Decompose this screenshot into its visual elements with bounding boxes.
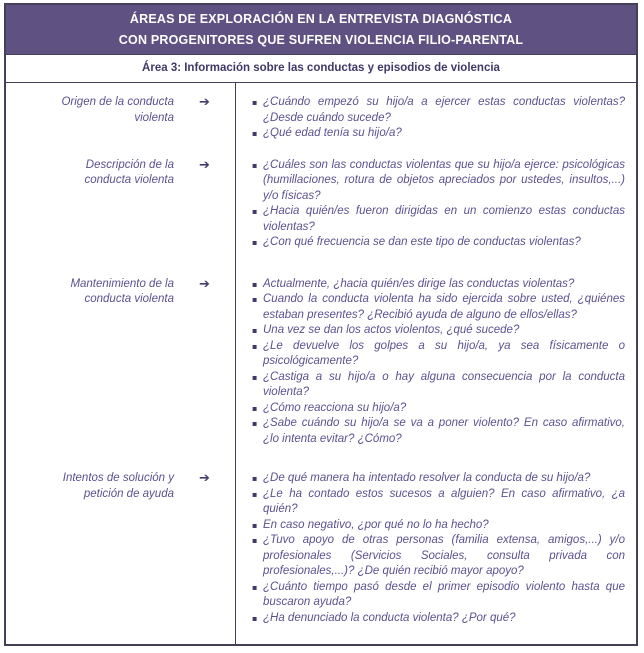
question-text: ¿Sabe cuándo su hijo/a se va a poner violento? En caso afirmativo, ¿lo intenta evitar? ¿Cómo? — [263, 417, 625, 445]
question-text: ¿Ha denunciado la conducta violenta? ¿Por qué? — [263, 611, 516, 624]
question-item — [252, 235, 625, 251]
question-text: ¿Cuándo empezó su hijo/a a ejercer estas conductas violentas? ¿Desde cuándo sucede? — [263, 96, 625, 124]
question-item — [252, 416, 625, 447]
square-bullet-icon: ▪ — [252, 341, 258, 351]
question-text: ¿Qué edad tenía su hijo/a? — [263, 127, 402, 139]
question-item — [252, 323, 625, 339]
square-bullet-icon: ▪ — [252, 474, 258, 483]
square-bullet-icon: ▪ — [252, 489, 258, 499]
area-section — [6, 95, 636, 142]
question-text: ¿Le devuelve los golpes a su hijo/a, ya sea físicamente o psicológicamente? — [263, 339, 625, 367]
table-header-line-2: CON PROGENITORES QUE SUFREN VIOLENCIA FILIO-PARENTAL — [118, 33, 524, 47]
question-text: ¿Castiga a su hijo/a o hay alguna consecuencia por la conducta violenta? — [263, 370, 625, 398]
question-text: ¿Le ha contado estos sucesos a alguien? En caso afirmativo, ¿a quién? — [263, 487, 625, 515]
question-item — [252, 401, 625, 417]
question-text: ¿De qué manera ha intentado resolver la conducta de su hijo/a? — [263, 472, 591, 484]
square-bullet-icon: ▪ — [252, 160, 258, 170]
question-item — [252, 533, 625, 580]
question-item — [252, 370, 625, 401]
exploration-areas-table — [4, 3, 638, 646]
question-text: ¿Hacia quién/es fueron dirigidas en un comienzo estas conductas violentas? — [263, 205, 625, 233]
right-arrow-icon: ➔ — [199, 471, 210, 486]
section-questions-cell — [235, 471, 636, 626]
right-arrow-icon: ➔ — [199, 95, 210, 110]
section-label-cell — [6, 277, 235, 308]
area-subheader-text: Área 3: Información sobre las conductas y episodios de violencia — [142, 62, 500, 74]
square-bullet-icon: ▪ — [252, 98, 258, 107]
square-bullet-icon: ▪ — [252, 520, 258, 530]
question-item — [252, 471, 625, 487]
question-item — [252, 487, 625, 518]
question-text: ¿Tuvo apoyo de otras personas (familia extensa, amigos,...) y/o profesionales (Servicios Sociales, consulta privada con profesionales,...)? ¿De quién recibió mayor apoyo? — [263, 534, 625, 577]
question-item — [252, 611, 625, 627]
section-questions-cell — [235, 158, 636, 251]
question-item — [252, 158, 625, 205]
square-bullet-icon: ▪ — [252, 238, 258, 247]
table-header-line-1: ÁREAS DE EXPLORACIÓN EN LA ENTREVISTA DIAGNÓSTICA — [129, 12, 513, 26]
table-header — [6, 5, 636, 55]
question-text: Una vez se dan los actos violentos, ¿qué sucede? — [263, 324, 520, 336]
square-bullet-icon: ▪ — [252, 295, 258, 304]
question-item — [252, 580, 625, 611]
question-item — [252, 339, 625, 370]
question-text: En caso negativo, ¿por qué no lo ha hecho? — [263, 518, 489, 531]
square-bullet-icon: ▪ — [252, 279, 258, 289]
square-bullet-icon: ▪ — [252, 536, 258, 545]
square-bullet-icon: ▪ — [252, 582, 258, 592]
section-label-cell — [6, 95, 235, 126]
square-bullet-icon: ▪ — [252, 207, 258, 216]
square-bullet-icon: ▪ — [252, 326, 258, 335]
section-label: Mantenimiento de la conducta violenta — [70, 277, 174, 305]
section-label: Intentos de solución y petición de ayuda — [62, 472, 174, 500]
question-text: ¿Con qué frecuencia se dan este tipo de conductas violentas? — [263, 236, 581, 248]
area-section — [6, 158, 636, 251]
section-questions-cell — [235, 277, 636, 448]
square-bullet-icon: ▪ — [252, 419, 258, 428]
section-questions-cell — [235, 95, 636, 142]
section-label: Descripción de la conducta violenta — [84, 158, 174, 186]
question-item — [252, 518, 625, 534]
right-arrow-icon: ➔ — [199, 276, 210, 292]
question-item — [252, 277, 625, 293]
question-item — [252, 292, 625, 323]
section-label: Origen de la conducta violenta — [61, 96, 174, 124]
area-section — [6, 471, 636, 626]
right-arrow-icon: ➔ — [199, 157, 210, 173]
section-label-cell — [6, 158, 235, 189]
square-bullet-icon: ▪ — [252, 129, 258, 138]
area-section — [6, 277, 636, 448]
question-item — [252, 95, 625, 126]
question-item — [252, 126, 625, 142]
square-bullet-icon: ▪ — [252, 372, 258, 382]
area-subheader-row — [6, 55, 636, 83]
question-text: ¿Cómo reacciona su hijo/a? — [263, 401, 407, 414]
question-item — [252, 204, 625, 235]
square-bullet-icon: ▪ — [252, 613, 258, 623]
question-text: ¿Cuánto tiempo pasó desde el primer episodio violento hasta que buscaron ayuda? — [263, 580, 625, 608]
square-bullet-icon: ▪ — [252, 403, 258, 413]
question-text: Cuando la conducta violenta ha sido ejercida sobre usted, ¿quiénes estaban presentes? ¿Recibió ayuda de alguno de ellos/ellas? — [263, 293, 625, 321]
question-text: ¿Cuáles son las conductas violentas que su hijo/a ejerce: psicológicas (humillaciones, rotura de objetos apreciados por ustedes, insultos,...) y/o físicas? — [263, 158, 625, 202]
question-text: Actualmente, ¿hacia quién/es dirige las conductas violentas? — [263, 277, 575, 290]
section-label-cell — [6, 471, 235, 502]
table-body — [6, 83, 636, 644]
